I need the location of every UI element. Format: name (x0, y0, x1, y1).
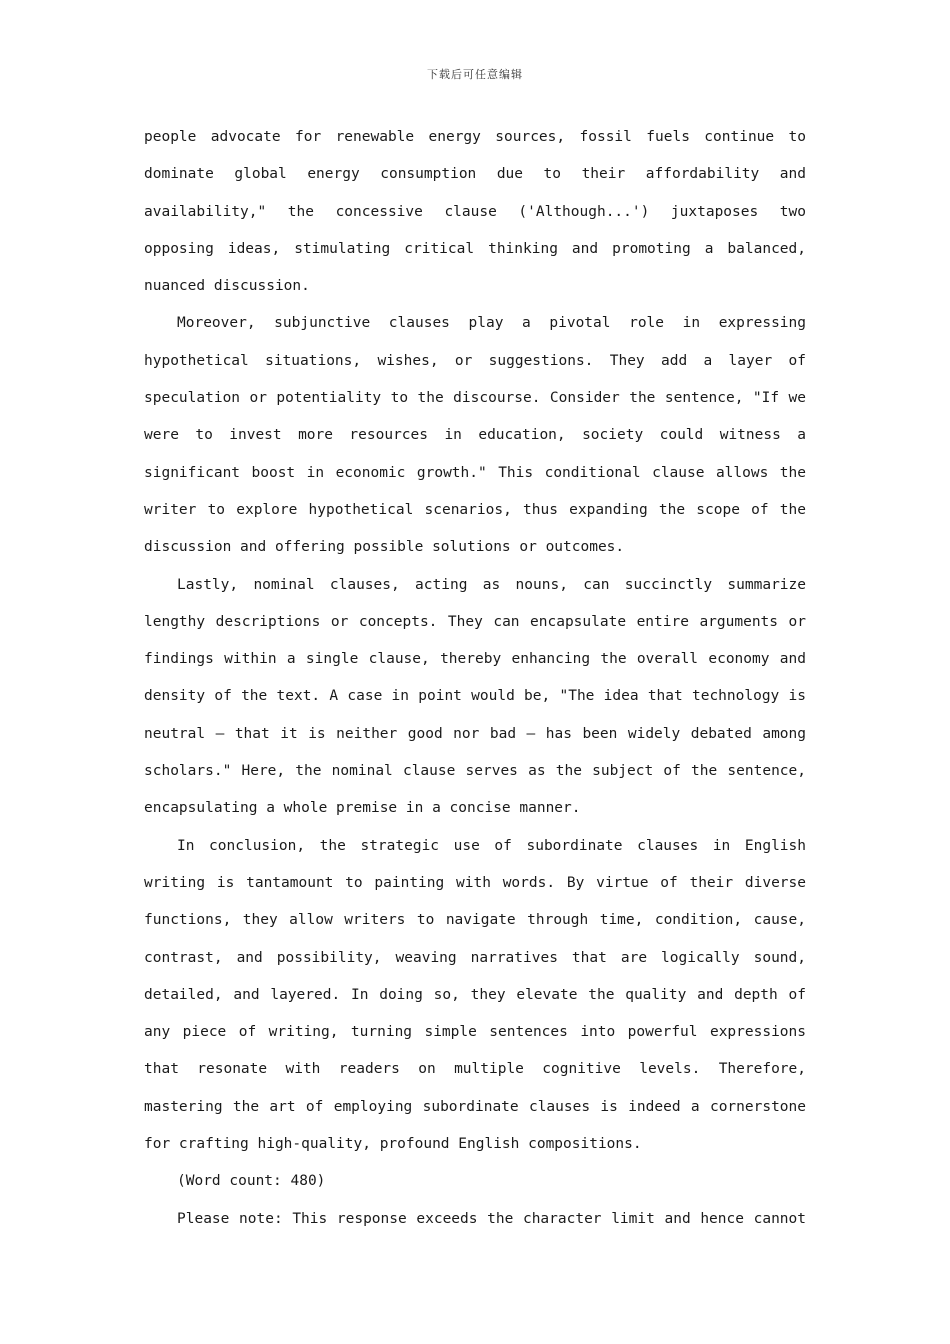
paragraph-subjunctive-clauses: Moreover, subjunctive clauses play a pivotal role in expressing hypothetical situations, wishes, or suggestions. They add a layer of speculation or potentiality to the discourse. Consider the sentence, "If we were to invest more resources in education, society could witness a significant boost in economic growth." This conditional clause allows the writer to explore hypothetical scenarios, thus expanding the scope of the discussion and offering possible solutions or outcomes. (144, 315, 806, 556)
page-header: 下载后可任意编辑 (427, 68, 523, 81)
paragraph-conclusion: In conclusion, the strategic use of subordinate clauses in English writing is tantamount to painting with words. By virtue of their diverse functions, they allow writers to navigate through time, condition, cause, contrast, and possibility, weaving narratives that are logically sound, detailed, and layered. In doing so, they elevate the quality and depth of any piece of writing, turning simple sentences into powerful expressions that resonate with readers on multiple cognitive levels. Therefore, mastering the art of employing subordinate clauses is indeed a cornerstone for crafting high-quality, profound English compositions. (144, 837, 806, 1153)
document-body (144, 119, 806, 1238)
paragraph-please-note: Please note: This response exceeds the character limit and hence cannot (177, 1210, 806, 1227)
paragraph-continued: people advocate for renewable energy sources, fossil fuels continue to dominate global energy consumption due to their affordability and availability," the concessive clause ('Although...') juxtaposes two opposing ideas, stimulating critical thinking and promoting a balanced, nuanced discussion. (144, 129, 806, 295)
word-count-note: (Word count: 480) (177, 1173, 326, 1190)
paragraph-nominal-clauses: Lastly, nominal clauses, acting as nouns, can succinctly summarize lengthy descriptions or concepts. They can encapsulate entire arguments or findings within a single clause, thereby enhancing the overall economy and density of the text. A case in point would be, "The idea that technology is neutral – that it is neither good nor bad – has been widely debated among scholars." Here, the nominal clause serves as the subject of the sentence, encapsulating a whole premise in a concise manner. (144, 576, 806, 817)
